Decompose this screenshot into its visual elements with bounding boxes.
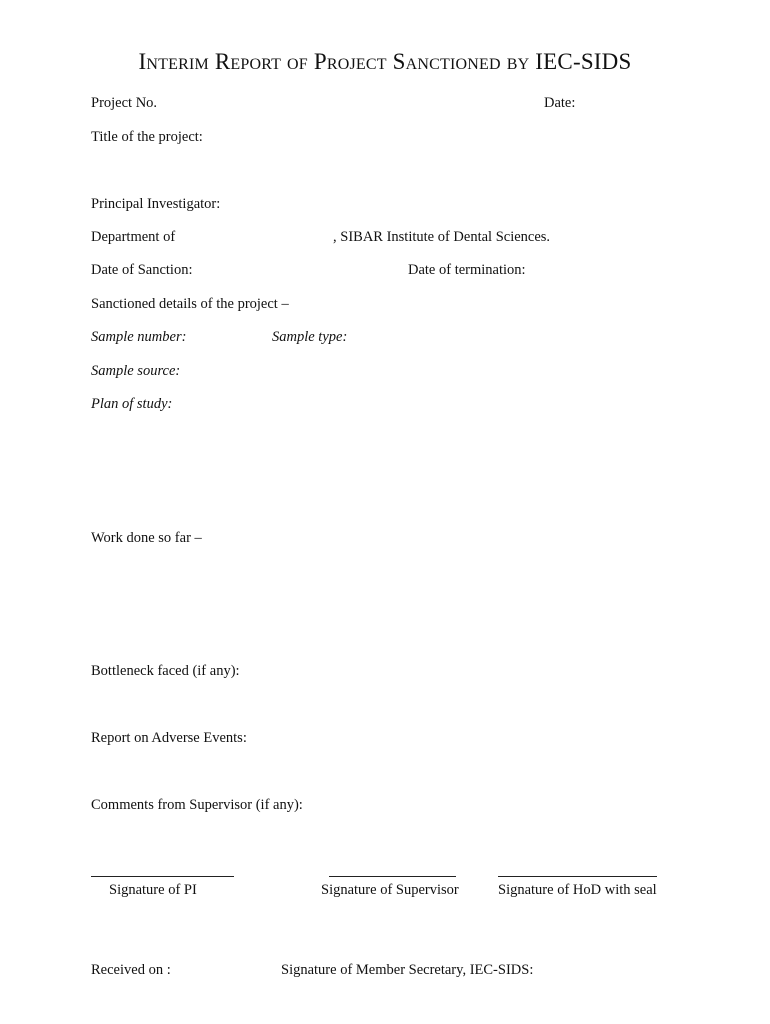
- date-label: Date:: [544, 95, 576, 111]
- hod-signature-label: Signature of HoD with seal: [498, 882, 657, 898]
- adverse-events-label: Report on Adverse Events:: [91, 730, 247, 746]
- work-done-label: Work done so far –: [91, 530, 202, 546]
- supervisor-comments-label: Comments from Supervisor (if any):: [91, 797, 303, 813]
- project-title-label: Title of the project:: [91, 129, 203, 145]
- supervisor-signature-line: [329, 876, 456, 877]
- sample-type-label: Sample type:: [272, 329, 348, 345]
- sample-number-label: Sample number:: [91, 329, 187, 345]
- bottleneck-label: Bottleneck faced (if any):: [91, 663, 240, 679]
- sanctioned-details-label: Sanctioned details of the project –: [91, 296, 289, 312]
- project-no-label: Project No.: [91, 95, 158, 111]
- principal-investigator-label: Principal Investigator:: [91, 196, 221, 212]
- pi-signature-line: [91, 876, 234, 877]
- received-on-label: Received on :: [91, 962, 171, 978]
- form-title: Interim Report of Project Sanctioned by IEC-SIDS: [138, 49, 632, 74]
- pi-signature-label: Signature of PI: [109, 882, 197, 898]
- date-of-termination-label: Date of termination:: [408, 262, 526, 278]
- member-secretary-signature-label: Signature of Member Secretary, IEC-SIDS:: [281, 962, 534, 978]
- date-of-sanction-label: Date of Sanction:: [91, 262, 193, 278]
- plan-of-study-label: Plan of study:: [91, 396, 173, 412]
- department-label: Department of: [91, 229, 176, 245]
- supervisor-signature-label: Signature of Supervisor: [321, 882, 459, 898]
- sample-source-label: Sample source:: [91, 363, 181, 379]
- institute-name: , SIBAR Institute of Dental Sciences.: [333, 229, 551, 245]
- hod-signature-line: [498, 876, 657, 877]
